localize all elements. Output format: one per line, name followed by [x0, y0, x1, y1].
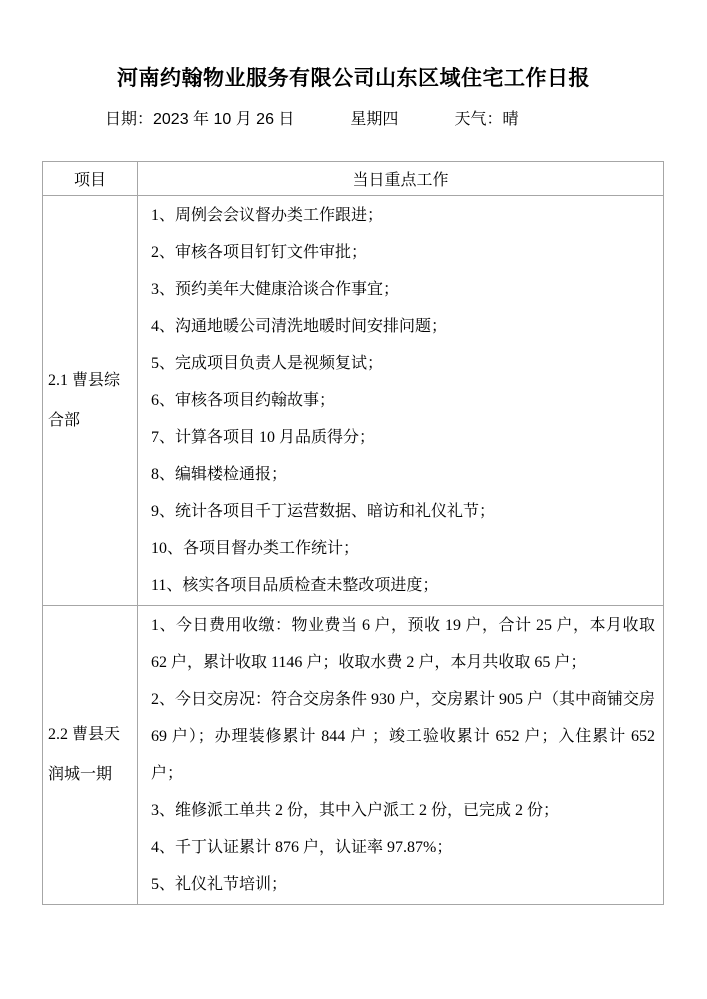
work-items-cell — [138, 196, 664, 606]
date-field: 日期：2023 年 10 月 26 日 — [105, 111, 295, 128]
document-title: 河南约翰物业服务有限公司山东区域住宅工作日报 — [117, 67, 590, 90]
weekday-field: 星期四 — [350, 111, 399, 128]
column-header-work: 当日重点工作 — [138, 162, 664, 196]
daily-report-table — [42, 161, 664, 905]
work-item: 5、礼仪礼节培训； — [151, 876, 288, 893]
work-item: 3、维修派工单共 2 份，其中入户派工 2 份，已完成 2 份； — [151, 802, 560, 819]
work-item: 5、完成项目负责人是视频复试； — [151, 355, 384, 372]
work-item: 10、各项目督办类工作统计； — [151, 540, 360, 557]
work-item: 8、编辑楼检通报； — [151, 466, 288, 483]
work-item: 9、统计各项目千丁运营数据、暗访和礼仪礼节； — [151, 503, 496, 520]
work-item: 2、审核各项目钉钉文件审批； — [151, 244, 368, 261]
weather-field: 天气：晴 — [454, 111, 519, 128]
work-item: 1、今日费用收缴：物业费当 6 户，预收 19 户，合计 25 户，本月收取 62 户，累计收取 1146 户；收取水费 2 户，本月共收取 65 户； — [151, 617, 655, 671]
work-item: 2、今日交房况：符合交房条件 930 户，交房累计 905 户（其中商铺交房 69 户）；办理装修累计 844 户 ；竣工验收累计 652 户；入住累计 652 户； — [151, 691, 656, 782]
meta-row — [105, 110, 707, 130]
work-item: 11、核实各项目品质检查未整改项进度； — [151, 577, 439, 594]
table-row-caoxian-tianrun-city-phase1 — [43, 606, 664, 905]
project-name-cell: 2.1 曹县综合部 — [43, 196, 138, 606]
work-item: 7、计算各项目 10 月品质得分； — [151, 429, 376, 446]
work-item: 4、千丁认证累计 876 户，认证率 97.87%； — [151, 839, 453, 856]
column-header-project: 项目 — [43, 162, 138, 196]
table-row-caoxian-general-dept — [43, 196, 664, 606]
work-item: 1、周例会会议督办类工作跟进； — [151, 207, 384, 224]
work-item: 4、沟通地暖公司清洗地暖时间安排问题； — [151, 318, 448, 335]
work-item: 6、审核各项目约翰故事； — [151, 392, 336, 409]
work-items-cell — [138, 606, 664, 905]
table-header-row — [43, 162, 664, 196]
project-name-cell: 2.2 曹县天润城一期 — [43, 606, 138, 905]
work-item: 3、预约美年大健康洽谈合作事宜； — [151, 281, 400, 298]
